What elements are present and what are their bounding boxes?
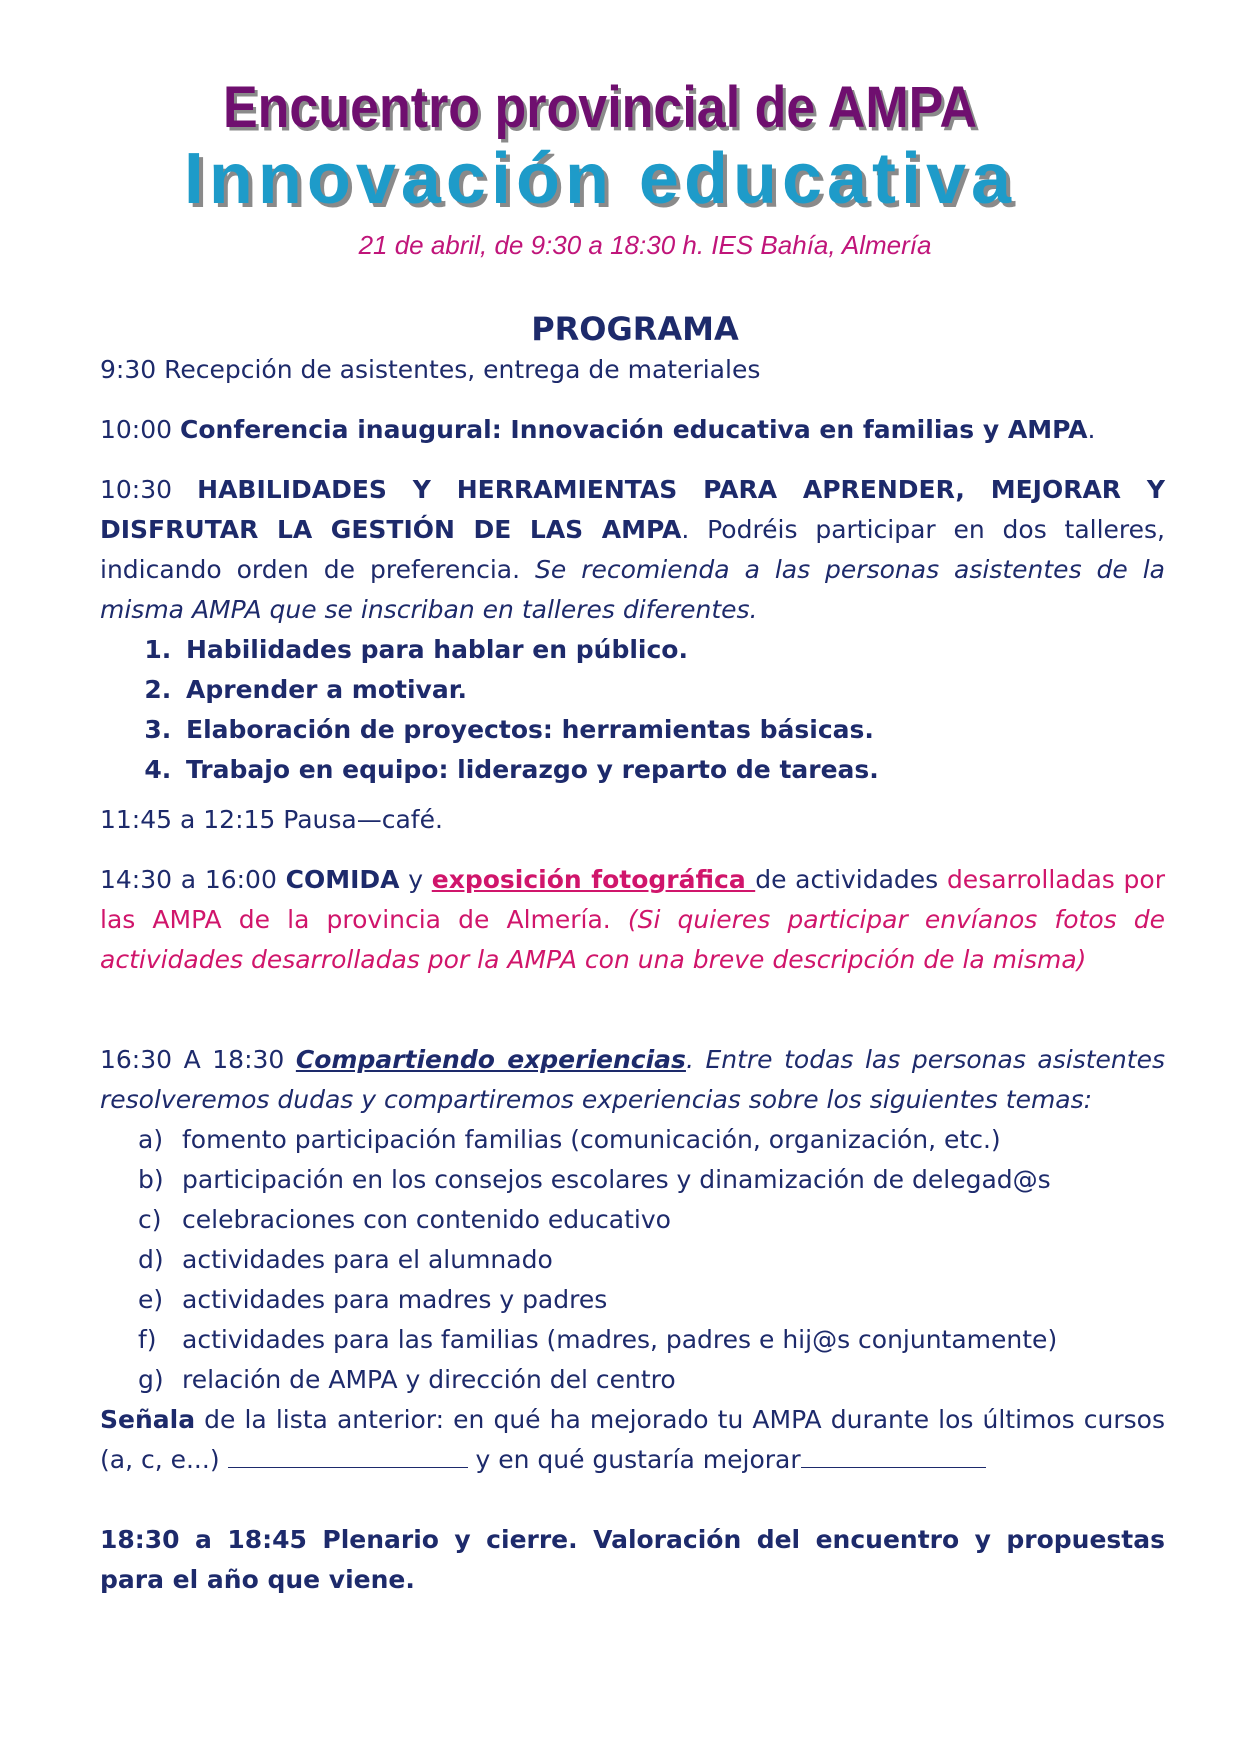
mark-bold: Señala [100, 1405, 196, 1434]
workshops-text: . Podréis participar en dos talleres, indicando orden de preferencia. [100, 515, 1166, 584]
list-item: g) relación de AMPA y dirección del centro [138, 1365, 676, 1394]
event-subtitle: Innovación educativa [183, 139, 1017, 219]
conference-end: . [1087, 415, 1096, 444]
topics-list [100, 1120, 1165, 1400]
lunch-time: 14:30 a 16:00 [100, 865, 286, 894]
sharing-time: 16:30 A 18:30 [100, 1045, 296, 1074]
improved-blank-field[interactable] [228, 1443, 468, 1468]
workshops-note: Se recomienda a las personas asistentes de la misma AMPA que se inscriban en talleres diferentes. [100, 555, 1165, 624]
exhibit-link: exposición fotográfica [431, 865, 756, 894]
closing-item: 18:30 a 18:45 Plenario y cierre. Valoración del encuentro y propuestas para el año que viene. [100, 1525, 1165, 1594]
event-date: 21 de abril, [358, 230, 488, 260]
event-title: Encuentro provincial de AMPA [222, 75, 978, 141]
sharing-item [100, 1040, 1165, 1120]
program-body [100, 350, 1165, 1620]
list-item: f) actividades para las familias (madres, padres e hij@s conjuntamente) [138, 1325, 1058, 1354]
reception-item: 9:30 Recepción de asistentes, entrega de materiales [100, 355, 761, 384]
lunch-text2: desarrolladas por las AMPA de la provincia de Almería. [100, 865, 1165, 934]
lunch-title: COMIDA [285, 865, 400, 894]
list-item: a) fomento participación familias (comunicación, organización, etc.) [138, 1125, 1001, 1154]
sharing-text: . Entre todas las personas asistentes resolveremos dudas y compartiremos experiencias sobre los siguientes temas: [100, 1045, 1165, 1114]
lunch-text1: de actividades [755, 865, 947, 894]
list-item: 4. Trabajo en equipo: liderazgo y reparto de tareas. [180, 750, 1165, 790]
programa-heading: PROGRAMA [531, 310, 739, 348]
lunch-note: (Si quieres participar envíanos fotos de actividades desarrolladas por la AMPA con una breve descripción de la misma) [100, 905, 1166, 974]
list-item: d) actividades para el alumnado [138, 1245, 553, 1274]
workshops-time: 10:30 [100, 475, 198, 504]
conference-title: Conferencia inaugural: Innovación educativa en familias y AMPA [180, 415, 1088, 444]
workshops-title: HABILIDADES Y HERRAMIENTAS PARA APRENDER, MEJORAR Y DISFRUTAR LA GESTIÓN DE LAS AMPA [100, 475, 1165, 544]
list-item: e) actividades para madres y padres [138, 1285, 608, 1314]
workshops-list [100, 630, 1165, 790]
list-item: 2. Aprender a motivar. [180, 670, 1165, 710]
conference-item [100, 410, 1165, 450]
mark-text2: y en qué gustaría mejorar [467, 1445, 801, 1474]
lunch-y: y [399, 865, 432, 894]
lunch-item [100, 860, 1165, 980]
improve-blank-field[interactable] [801, 1443, 986, 1468]
sharing-title: Compartiendo experiencias [295, 1045, 686, 1074]
workshops-item [100, 470, 1165, 630]
conference-time: 10:00 [100, 415, 180, 444]
event-venue: IES Bahía, Almería [711, 230, 932, 260]
event-time: de 9:30 a 18:30 h. [487, 230, 712, 260]
list-item: 1. Habilidades para hablar en público. [180, 630, 1165, 670]
pause-item: 11:45 a 12:15 Pausa—café. [100, 805, 443, 834]
mark-instructions [100, 1400, 1165, 1480]
mark-text1: de la lista anterior: en qué ha mejorado tu AMPA durante los últimos cursos (a, c, e...) [100, 1405, 1165, 1474]
list-item: b) participación en los consejos escolares y dinamización de delegad@s [138, 1165, 1051, 1194]
list-item: 3. Elaboración de proyectos: herramientas básicas. [180, 710, 1165, 750]
event-date-location [0, 230, 1240, 261]
list-item: c) celebraciones con contenido educativo [138, 1205, 671, 1234]
